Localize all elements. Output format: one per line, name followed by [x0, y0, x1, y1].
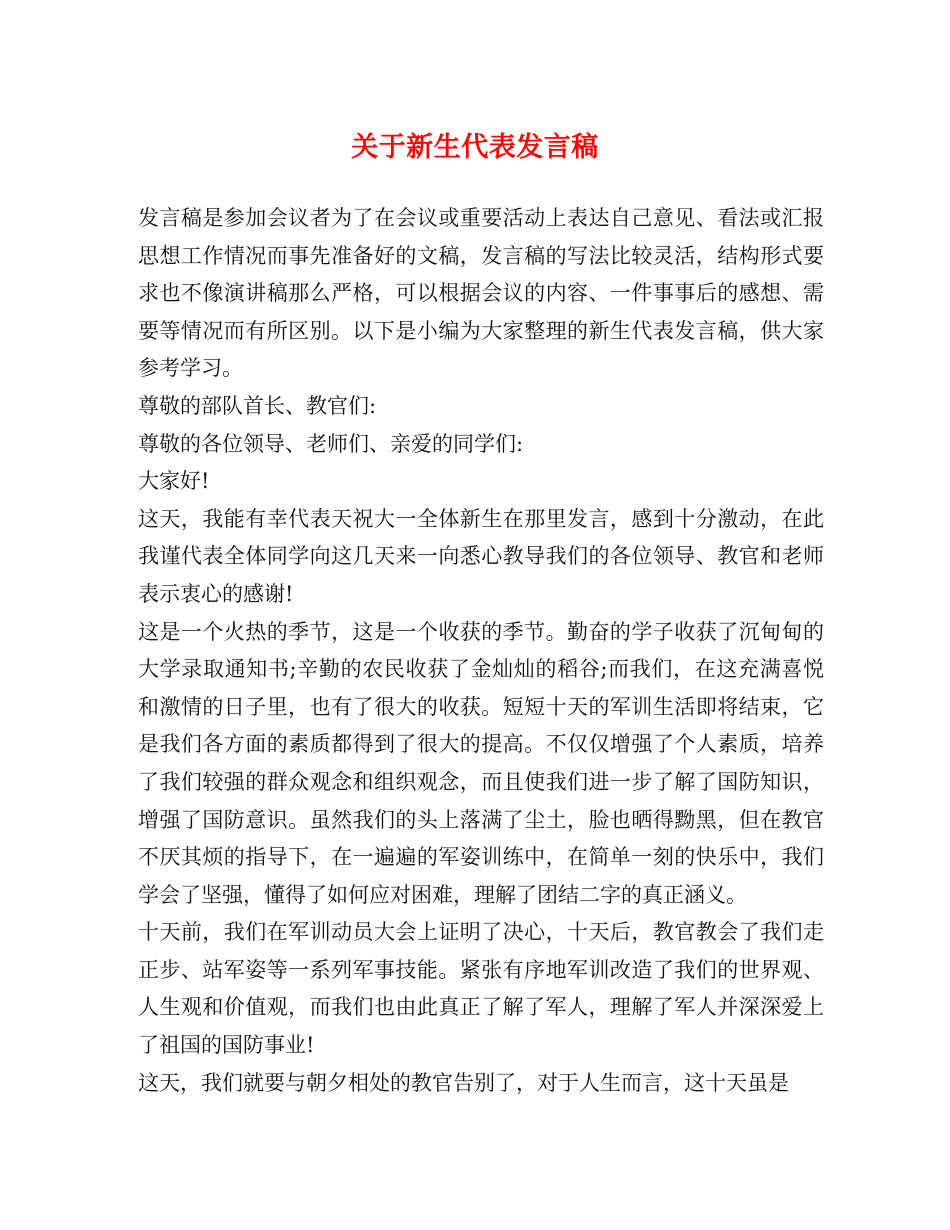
body-paragraph: 十天前，我们在军训动员大会上证明了决心，十天后，教官教会了我们走正步、站军姿等一系列军事技能。紧张有序地军训改造了我们的世界观、人生观和价值观，而我们也由此真正了解了军人，理解了军人并深深爱上了祖国的国防事业!	[138, 920, 824, 1058]
intro-paragraph: 发言稿是参加会议者为了在会议或重要活动上表达自己意见、看法或汇报思想工作情况而事先准备好的文稿，发言稿的写法比较灵活，结构形式要求也不像演讲稿那么严格，可以根据会议的内容、一件事事后的感想、需要等情况而有所区别。以下是小编为大家整理的新生代表发言稿，供大家参考学习。	[138, 206, 824, 381]
body-paragraph: 这天，我们就要与朝夕相处的教官告别了，对于人生而言，这十天虽是	[138, 1070, 789, 1095]
document-body	[138, 200, 824, 1102]
salutation-school: 尊敬的各位领导、老师们、亲爱的同学们:	[138, 431, 524, 456]
greeting: 大家好!	[138, 469, 210, 494]
document-title: 关于新生代表发言稿	[351, 132, 599, 163]
salutation-military: 尊敬的部队首长、教官们:	[138, 393, 377, 418]
body-paragraph: 这是一个火热的季节，这是一个收获的季节。勤奋的学子收获了沉甸甸的大学录取通知书;辛勤的农民收获了金灿灿的稻谷;而我们，在这充满喜悦和激情的日子里，也有了很大的收获。短短十天的军训生活即将结束，它是我们各方面的素质都得到了很大的提高。不仅仅增强了个人素质，培养了我们较强的群众观念和组织观念，而且使我们进一步了解了国防知识，增强了国防意识。虽然我们的头上落满了尘土，脸也晒得黝黑，但在教官不厌其烦的指导下，在一遍遍的军姿训练中，在简单一刻的快乐中，我们学会了坚强，懂得了如何应对困难，理解了团结二字的真正涵义。	[138, 619, 824, 907]
body-paragraph: 这天，我能有幸代表天祝大一全体新生在那里发言，感到十分激动，在此我谨代表全体同学向这几天来一向悉心教导我们的各位领导、教官和老师表示衷心的感谢!	[138, 506, 824, 606]
